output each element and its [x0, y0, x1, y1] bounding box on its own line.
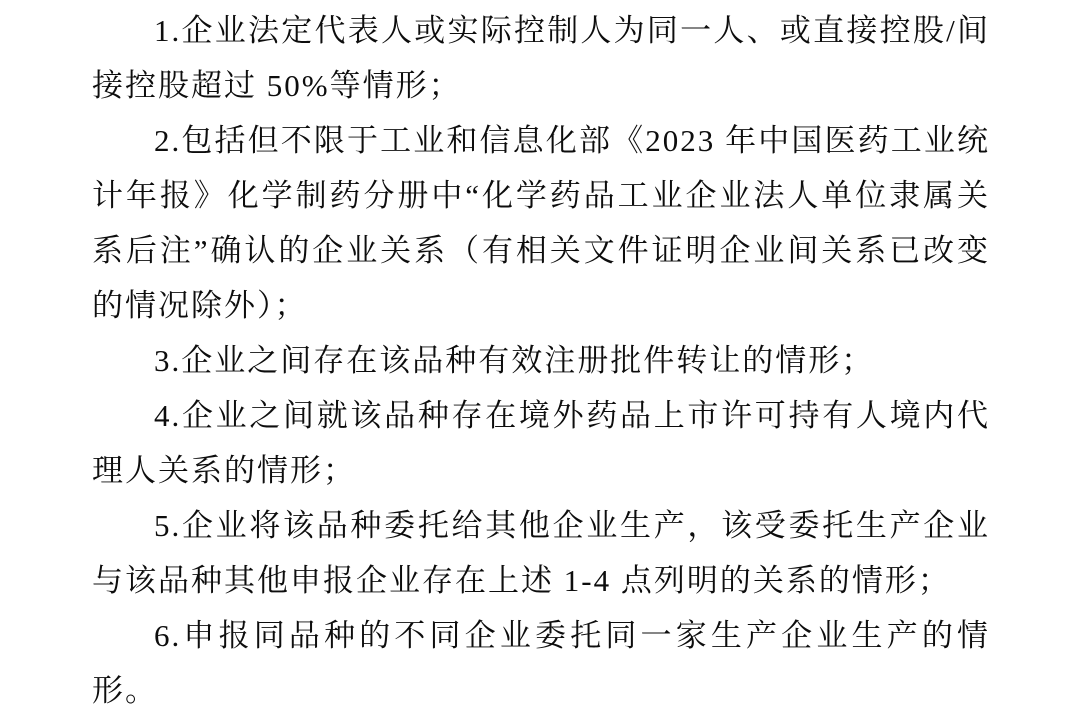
paragraph-item-5: 5.企业将该品种委托给其他企业生产，该受委托生产企业与该品种其他申报企业存在上述 1-4 点列明的关系的情形；	[92, 508, 990, 598]
paragraph-item-6: 6.申报同品种的不同企业委托同一家生产企业生产的情形。	[92, 618, 990, 708]
paragraph-item-2: 2.包括但不限于工业和信息化部《2023 年中国医药工业统计年报》化学制药分册中“化学药品工业企业法人单位隶属关系后注”确认的企业关系（有相关文件证明企业间关系已改变的情况除外）；	[92, 123, 990, 323]
paragraph-item-1: 1.企业法定代表人或实际控制人为同一人、或直接控股/间接控股超过 50%等情形；	[92, 13, 990, 103]
paragraph-item-3: 3.企业之间存在该品种有效注册批件转让的情形；	[154, 343, 875, 378]
paragraph-item-4: 4.企业之间就该品种存在境外药品上市许可持有人境内代理人关系的情形；	[92, 398, 990, 488]
